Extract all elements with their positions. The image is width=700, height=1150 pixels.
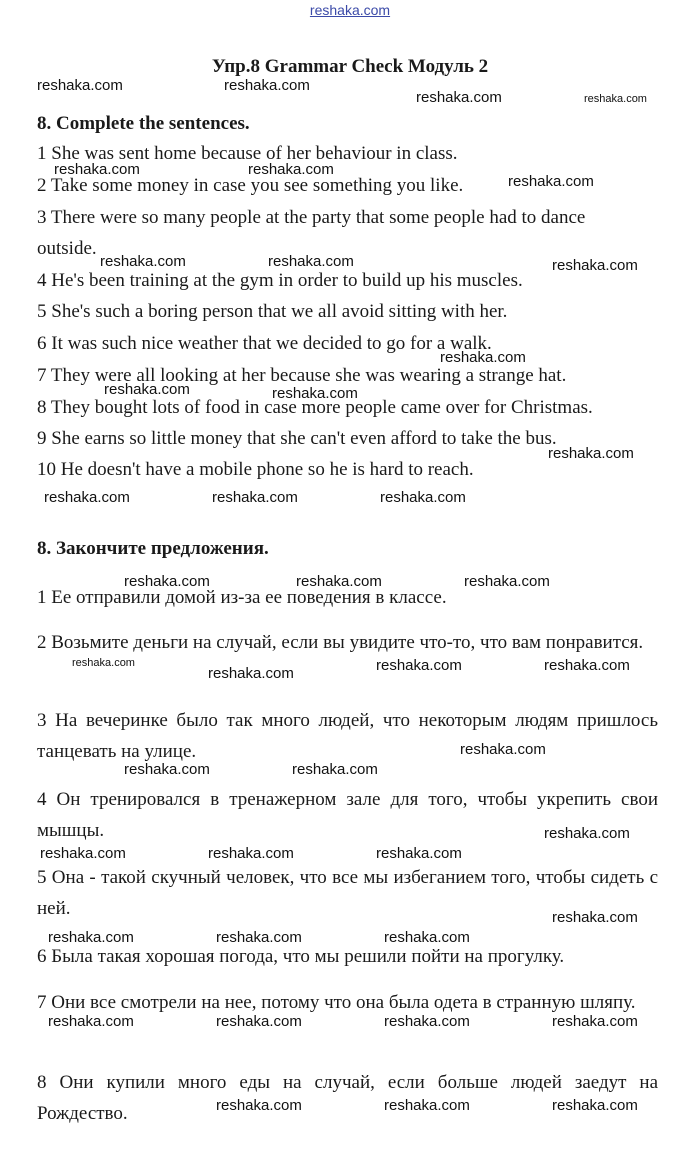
watermark: reshaka.com (54, 161, 140, 178)
site-link[interactable]: reshaka.com (309, 2, 391, 18)
russian-sentence: 7 Они все смотрели на нее, потому что она была одета в странную шляпу. (37, 992, 636, 1013)
watermark: reshaka.com (416, 89, 502, 106)
watermark: reshaka.com (100, 253, 186, 270)
watermark: reshaka.com (384, 929, 470, 946)
watermark: reshaka.com (224, 77, 310, 94)
russian-sentence: 6 Была такая хорошая погода, что мы решили пойти на прогулку. (37, 946, 565, 967)
watermark: reshaka.com (124, 573, 210, 590)
english-sentence: 1 She was sent home because of her behaviour in class. (37, 143, 458, 164)
watermark: reshaka.com (552, 909, 638, 926)
watermark: reshaka.com (508, 173, 594, 190)
watermark: reshaka.com (296, 573, 382, 590)
english-sentence: 8 They bought lots of food in case more people came over for Christmas. (37, 397, 593, 418)
russian-sentence: 1 Ее отправили домой из-за ее поведения в классе. (37, 587, 447, 608)
english-heading: 8. Complete the sentences. (37, 113, 250, 134)
watermark: reshaka.com (37, 77, 123, 94)
watermark: reshaka.com (376, 845, 462, 862)
watermark: reshaka.com (124, 761, 210, 778)
english-sentence: 7 They were all looking at her because she was wearing a strange hat. (37, 365, 567, 386)
watermark: reshaka.com (552, 257, 638, 274)
watermark: reshaka.com (268, 253, 354, 270)
watermark: reshaka.com (48, 1013, 134, 1030)
english-sentence: 2 Take some money in case you see something you like. (37, 175, 464, 196)
russian-sentence: 3 На вечеринке было так много людей, что некоторым людям пришлось танцевать на улице. (37, 710, 658, 762)
russian-sentence: 4 Он тренировался в тренажерном зале для того, чтобы укрепить свои мышцы. (37, 789, 658, 841)
english-sentence: 3 There were so many people at the party that some people had to dance (37, 207, 586, 228)
russian-sentence: 8 Они купили много еды на случай, если больше людей заедут на Рождество. (37, 1072, 658, 1124)
watermark: reshaka.com (104, 381, 190, 398)
watermark: reshaka.com (216, 929, 302, 946)
watermark: reshaka.com (440, 349, 526, 366)
watermark: reshaka.com (584, 93, 647, 105)
watermark: reshaka.com (72, 657, 135, 669)
watermark: reshaka.com (44, 489, 130, 506)
russian-heading: 8. Закончите предложения. (37, 538, 269, 559)
watermark: reshaka.com (376, 657, 462, 674)
english-sentence: 9 She earns so little money that she can't even afford to take the bus. (37, 428, 557, 449)
watermark: reshaka.com (544, 825, 630, 842)
watermark: reshaka.com (208, 845, 294, 862)
watermark: reshaka.com (48, 929, 134, 946)
watermark: reshaka.com (248, 161, 334, 178)
watermark: reshaka.com (272, 385, 358, 402)
english-sentence: 10 He doesn't have a mobile phone so he is hard to reach. (37, 459, 474, 480)
russian-sentence: 5 Она - такой скучный человек, что все мы избеганием того, чтобы сидеть с ней. (37, 867, 658, 919)
watermark: reshaka.com (460, 741, 546, 758)
watermark: reshaka.com (40, 845, 126, 862)
watermark: reshaka.com (208, 665, 294, 682)
watermark: reshaka.com (216, 1097, 302, 1114)
page-title: Упр.8 Grammar Check Модуль 2 (211, 56, 489, 77)
watermark: reshaka.com (292, 761, 378, 778)
watermark: reshaka.com (552, 1097, 638, 1114)
watermark: reshaka.com (464, 573, 550, 590)
english-sentence: outside. (37, 238, 97, 259)
watermark: reshaka.com (212, 489, 298, 506)
watermark: reshaka.com (380, 489, 466, 506)
watermark: reshaka.com (544, 657, 630, 674)
watermark: reshaka.com (384, 1013, 470, 1030)
english-sentence: 6 It was such nice weather that we decided to go for a walk. (37, 333, 492, 354)
russian-sentence: 2 Возьмите деньги на случай, если вы увидите что-то, что вам понравится. (37, 632, 644, 653)
watermark: reshaka.com (552, 1013, 638, 1030)
watermark: reshaka.com (384, 1097, 470, 1114)
watermark: reshaka.com (548, 445, 634, 462)
watermark: reshaka.com (216, 1013, 302, 1030)
english-sentence: 4 He's been training at the gym in order to build up his muscles. (37, 270, 523, 291)
english-sentence: 5 She's such a boring person that we all avoid sitting with her. (37, 301, 508, 322)
